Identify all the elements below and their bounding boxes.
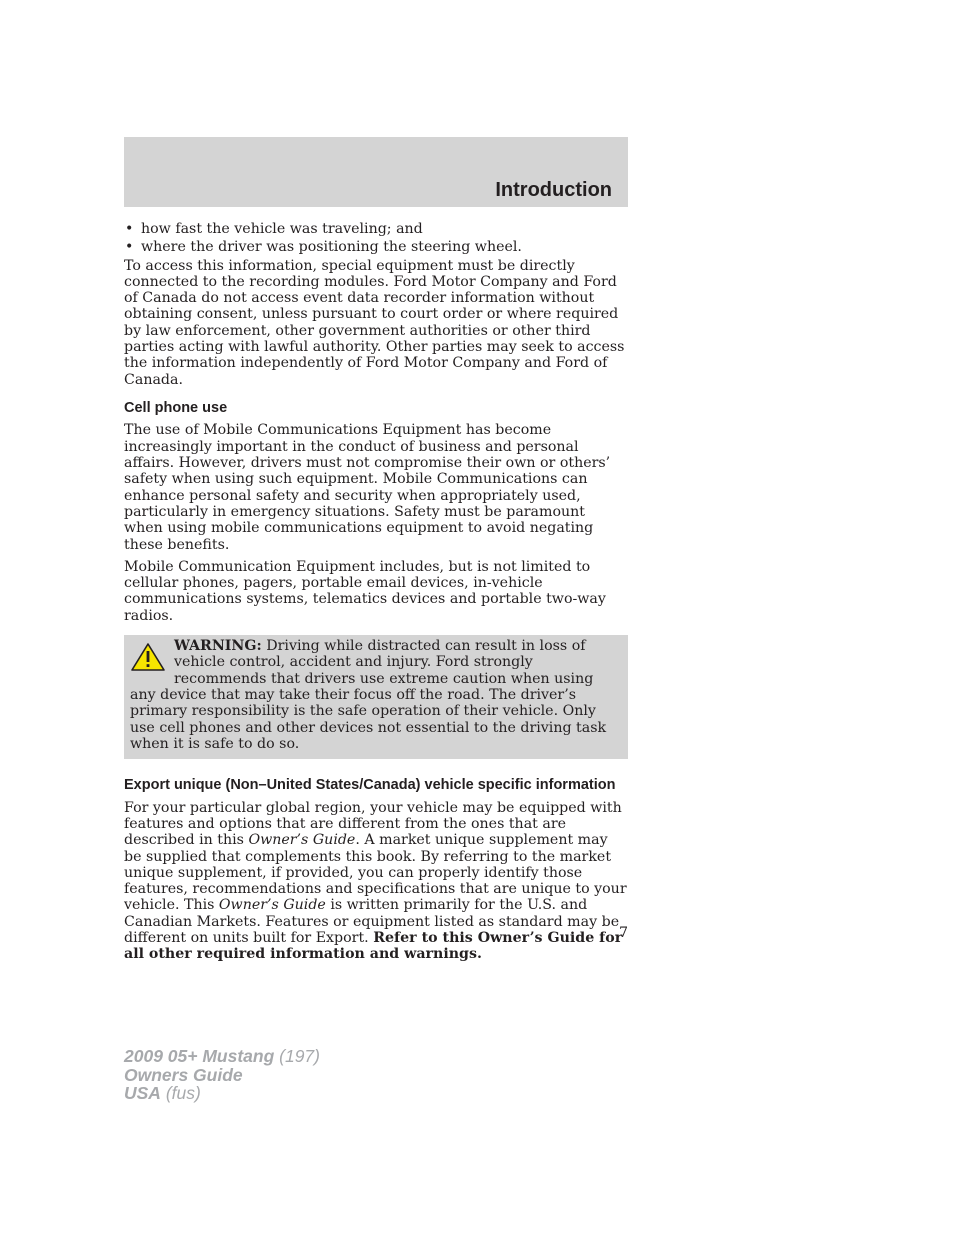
page-number: 7 bbox=[618, 925, 628, 941]
export-text: For your particular global region, your vehicle may be equipped with features and options that are different from the ones that are described in this bbox=[124, 799, 622, 849]
document-footer bbox=[124, 1047, 320, 1103]
section-title: Introduction bbox=[495, 179, 612, 201]
export-text: is written primarily for the U.S. and Canadian Markets. Features or equipment listed as standard may be different on units built for Export. bbox=[124, 897, 620, 946]
export-text: . A market unique supplement may be supplied that complements this book. By referring to the market unique supplement, if provided, you can properly identify those features, recommendations and specifications that are unique to your vehicle. This bbox=[124, 832, 627, 914]
cell-phone-heading: Cell phone use bbox=[124, 399, 228, 416]
bullet-item: • how fast the vehicle was traveling; and bbox=[124, 221, 628, 237]
cell-phone-paragraph-1: The use of Mobile Communications Equipment has become increasingly important in the conduct of business and personal affairs. However, drivers must not compromise their own or others’ safety when using such equipment. Mobile Communications can enhance personal safety and security when appropriately used, particularly in emergency situations. Safety must be paramount when using mobile communications equipment to avoid negating these benefits. bbox=[124, 422, 611, 553]
footer-model: 2009 05+ Mustang bbox=[124, 1046, 275, 1066]
footer-market-code: (fus) bbox=[160, 1083, 201, 1103]
page-content bbox=[124, 221, 628, 969]
footer-model-code: (197) bbox=[274, 1046, 320, 1066]
export-paragraph bbox=[124, 800, 628, 963]
footer-line-model bbox=[124, 1047, 320, 1066]
cell-phone-paragraph-2: Mobile Communication Equipment includes, but is not limited to cellular phones, pagers, portable email devices, in-vehicle communications systems, telematics devices and portable two-way radios. bbox=[124, 558, 606, 624]
warning-triangle-icon bbox=[130, 642, 166, 672]
warning-label: WARNING: bbox=[174, 638, 262, 655]
section-header-band bbox=[124, 137, 628, 207]
export-heading: Export unique (Non–United States/Canada) vehicle specific information bbox=[124, 777, 616, 794]
footer-guide: Owners Guide bbox=[124, 1064, 243, 1085]
footer-market: USA bbox=[124, 1083, 161, 1103]
export-bold-note: Refer to this Owner’s Guide for all other required information and warnings. bbox=[124, 929, 623, 963]
owners-guide-italic: Owner’s Guide bbox=[218, 897, 326, 914]
intro-paragraph: To access this information, special equipment must be directly connected to the recording modules. Ford Motor Company and Ford of Canada do not access event data recorder information without obtaining consent, unless pursuant to court order or where required by law enforcement, other government authorities or other third parties acting with lawful authority. Other parties may seek to access the information independently of Ford Motor Company and Ford of Canada. bbox=[124, 257, 625, 388]
bullet-item: • where the driver was positioning the steering wheel. bbox=[124, 239, 628, 255]
warning-text: Driving while distracted can result in loss of vehicle control, accident and injury. Ford strongly recommends that drivers use extreme caution when using any device that may take their focus off the road. The driver’s primary responsibility is the safe operation of their vehicle. Only use cell phones and other devices not essential to the driving task when it is safe to do so. bbox=[130, 638, 607, 752]
owners-guide-italic: Owner’s Guide bbox=[248, 832, 356, 849]
footer-line-guide bbox=[124, 1066, 320, 1085]
footer-line-market bbox=[124, 1084, 320, 1103]
warning-box bbox=[124, 635, 628, 759]
bullet-list bbox=[124, 221, 628, 256]
